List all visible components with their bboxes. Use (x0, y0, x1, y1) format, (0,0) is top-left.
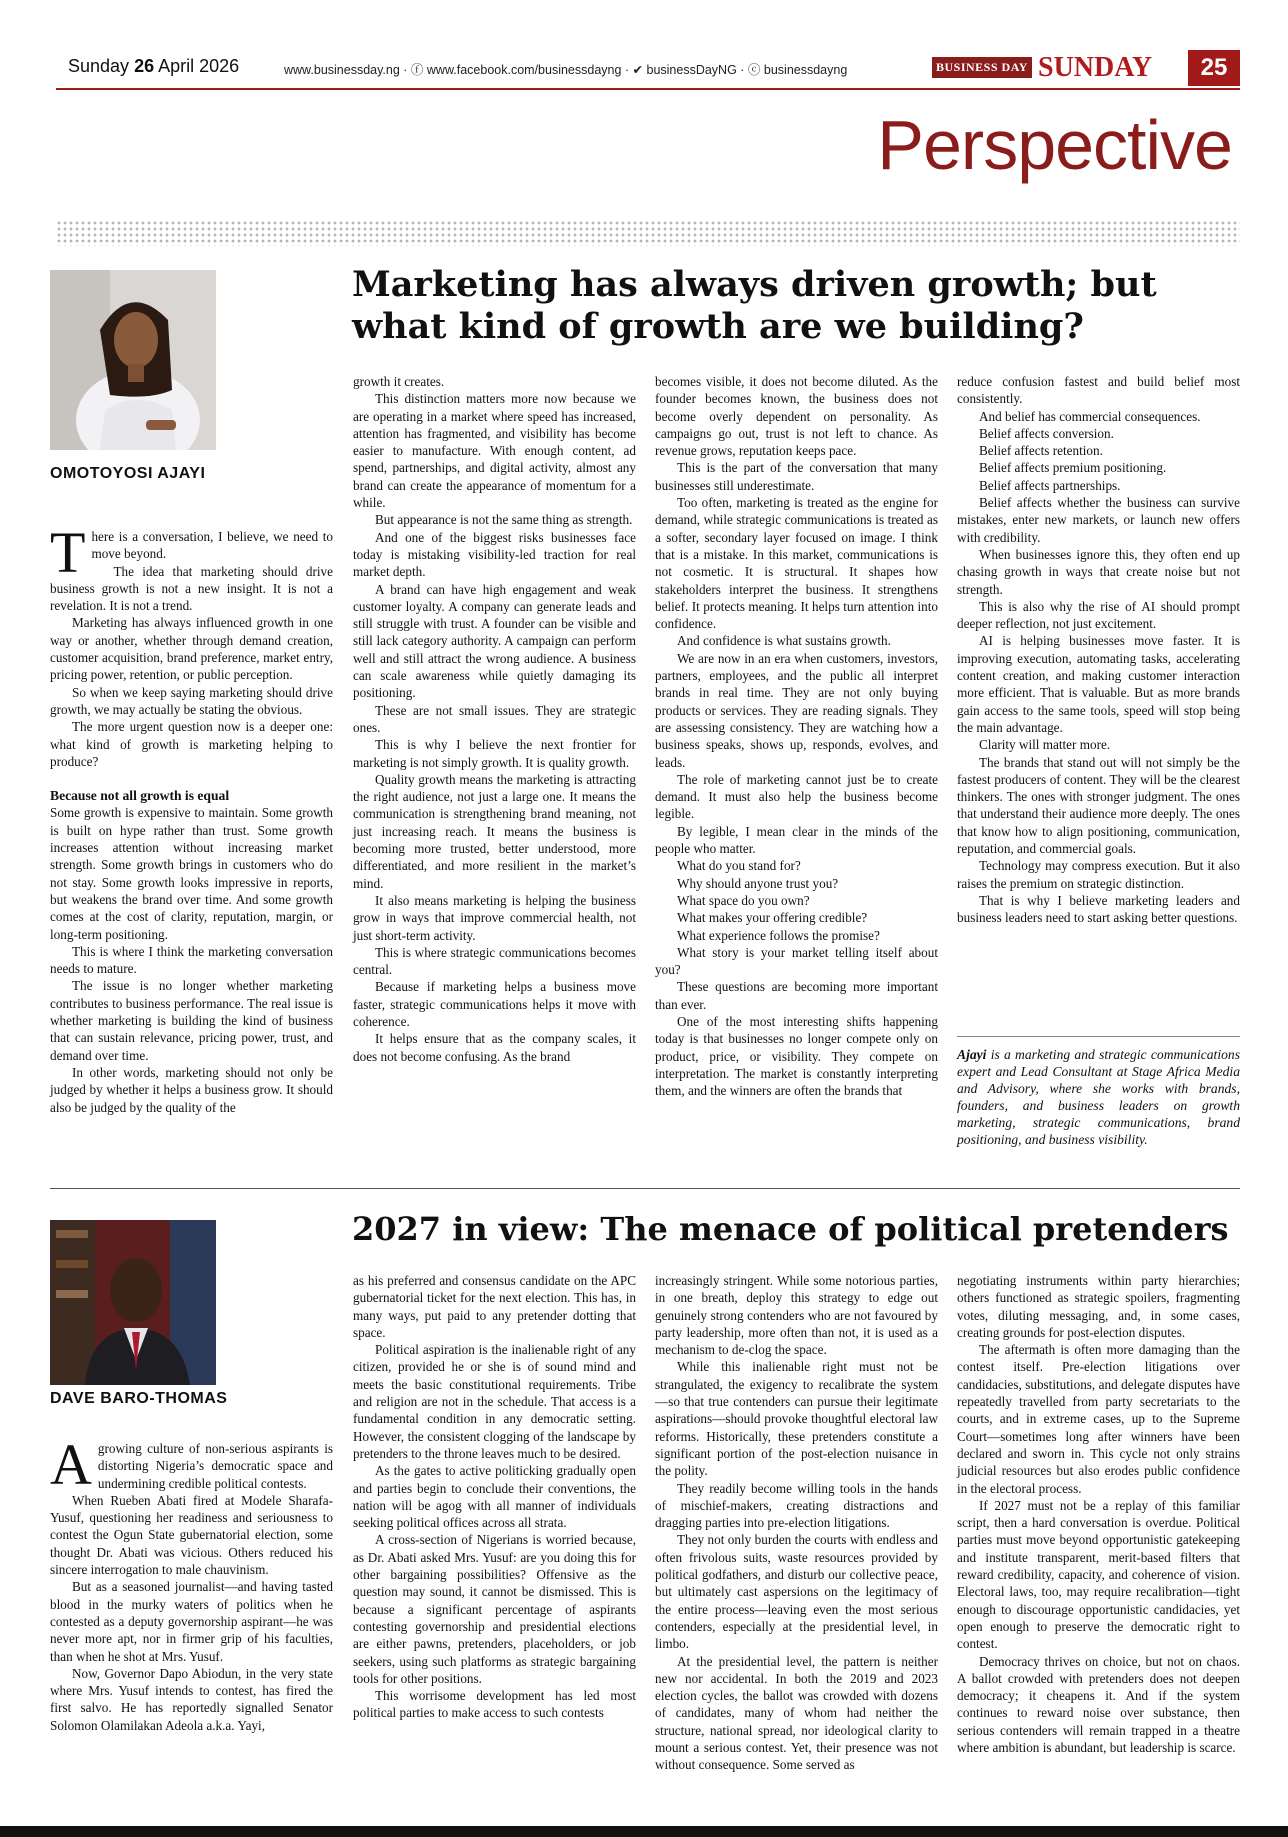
bottom-bar (0, 1826, 1288, 1837)
article1-column-2: growth it creates. This distinction matters more now because we are operating in a market where speed has increased, attention has fragmented, and visibility has become easier to manufacture. With enough content, ad spend, partnerships, and digital activity, almost any brand can create the appearance of momentum for a while. But appearance is not the same thing as strength. And one of the biggest risks businesses face today is mistaking visibility-led traction for real market depth. A brand can have high engagement and weak customer loyalty. A company can generate leads and still struggle with trust. A founder can be visible and still lack category authority. A campaign can perform well and still attract the wrong audience. A business can scale awareness while quietly damaging its positioning. These are not small issues. They are strategic ones. This is why I believe the next frontier for marketing is not simply growth. It is quality growth. Quality growth means the marketing is attracting the right audience, not just a large one. It means the communication is strengthening brand meaning, not just increasing reach. It means the business is becoming more trusted, better understood, more differentiated, and more resilient in the market’s mind. It also means marketing is helping the business grow in ways that improve commercial health, not just short-term activity. This is where strategic communications becomes central. Because if marketing helps a business move faster, strategic communications helps it move with coherence. It helps ensure that as the company scales, it does not become confusing. As the brand (353, 374, 636, 1064)
section-title: Perspective (877, 106, 1232, 184)
page-number: 25 (1188, 50, 1240, 86)
article-headline-2: 2027 in view: The menace of political pretenders (352, 1210, 1229, 1248)
article2-column-4: negotiating instruments within party hierarchies; others functioned as strategic spoilers, fragmenting votes, diluting messaging, and, in some cases, creating grounds for post-election disputes. The aftermath is often more damaging than the contest itself. Pre-election litigations over candidacies, substitutions, and delegate disputes have repeatedly travelled from party secretariats to the courts, and in extreme cases, up to the Supreme Court—sometimes long after winners have been declared and sworn in. This cycle not only strains judicial resources but also erodes public confidence in the electoral process. If 2027 must not be a replay of this familiar script, then a hard conversation is overdue. Political parties must move beyond opportunistic gatekeeping and institute transparent, merit-based filters that reward credibility, capacity, and coherence of vision. Electoral laws, too, may require recalibration—tight enough to discourage opportunistic candidacies, yet open enough to preserve the democratic right to contest. Democracy thrives on choice, but not on chaos. A ballot crowded with pretenders does not deepen democracy; it cheapens it. And if the system continues to reward noise over substance, then serious contenders will remain trapped in a theatre where ambition is abundant, but leadership is scarce. (957, 1273, 1240, 1756)
article2-column-3: increasingly stringent. While some notorious parties, in one breath, deploy this strategy to edge out genuinely strong contenders who are not favoured by party leadership, more often than not, it is used as a mechanism to de-clog the space. While this inalienable right must not be strangulated, the exigency to recalibrate the system—so that true contenders can pursue their legitimate aspirations—should provoke thoughtful electoral law reforms. Historically, these pretenders constitute a significant portion of the post-election nuisance in the polity. They readily become willing tools in the hands of mischief-makers, creating distractions and dragging parties into pre-election litigations. They not only burden the courts with endless and often frivolous suits, waste resources provided by political godfathers, and disturb our collective peace, but ultimately cast aspersions on the legitimacy of the entire process—leaving even the most serious contenders, especially at the presidential level, in limbo. At the presidential level, the pattern is neither new nor accidental. In both the 2019 and 2023 election cycles, the ballot was crowded with dozens of candidates, many of whom had neither the structure, national spread, nor ideological clarity to mount a serious contest. Yet, their presence was not without consequence. Some served as (655, 1273, 938, 1773)
article-headline: Marketing has always driven growth; but what kind of growth are we building? (352, 264, 1157, 347)
businessday-logo: BUSINESS DAY (932, 57, 1032, 78)
author-name: OMOTOYOSI AJAYI (50, 465, 206, 482)
subheading: Because not all growth is equal (50, 788, 230, 804)
dotted-divider (56, 220, 1240, 246)
article1-column-3: becomes visible, it does not become diluted. As the founder becomes known, the business does not become overly dependent on personality. As campaigns go out, trust is not left to chance. As revenue grows, reputation keeps pace. This is the part of the conversation that many businesses still underestimate. Too often, marketing is treated as the engine for demand, while strategic communications is treated as a softer, secondary layer focused on image. I think that is a mistake. In this market, communications is not cosmetic. It is structural. It shapes how stakeholders interpret the business. It strengthens belief. It protects meaning. It helps turn attention into confidence. And confidence is what sustains growth. We are now in an era when customers, investors, partners, employees, and the public all interpret brands in real time. They are not only buying products or services. They are reading signals. They are assessing consistency. They are watching how a business speaks, shows up, responds, evolves, and leads. The role of marketing cannot just be to create demand. It must also help the business become legible. By legible, I mean clear in the minds of the people who matter. What do you stand for? Why should anyone trust you? What space do you own? What makes your offering credible? What experience follows the promise? What story is your market telling itself about you? These questions are becoming more important than ever. One of the most interesting shifts happening today is that businesses no longer compete only on product, price, or visibility. They compete on interpretation. The market is constantly interpreting them, and the winners are often the brands that (655, 374, 938, 1099)
author-photo-baro-thomas (50, 1220, 216, 1385)
article1-column-1: T here is a conversation, I believe, we need to move beyond. The idea that marketing should drive business growth is not a new insight. It is not a revelation. It is not a trend. Marketing has always influenced growth in one way or another, whether through demand creation, customer acquisition, brand preference, market entry, pricing power, retention, or public perception. So when we keep saying marketing should drive growth, we may actually be stating the obvious. The more urgent question now is a deeper one: what kind of growth is marketing helping to produce? Because not all growth is equal Some growth is expensive to maintain. Some growth is built on hype rather than trust. Some growth increases attention without increasing market strength. Some growth brings in customers who do not stay. Some growth looks impressive in reports, but weakens the brand over time. And some growth comes at the cost of clarity, reputation, margin, or long-term positioning. This is where I think the marketing conversation needs to mature. The issue is no longer whether marketing contributes to business performance. The real issue is whether marketing is building the kind of business that can sustain relevance, pricing power, trust, and demand over time. In other words, marketing should not only be judged by whether it helps a business grow. It should also be judged by the quality of the (50, 520, 333, 1115)
author-name-2: DAVE BARO-THOMAS (50, 1390, 228, 1407)
sunday-logo: SUNDAY (1038, 52, 1153, 83)
article1-column-4: reduce confusion fastest and build belief most consistently. And belief has commercial consequences. Belief affects conversion. Belief affects retention. Belief affects premium positioning. Belief affects partnerships. Belief affects whether the business can survive mistakes, enter new markets, or launch new offers with credibility. When businesses ignore this, they often end up chasing growth in ways that create noise but not strength. This is also why the rise of AI should prompt deeper reflection, not just excitement. AI is helping businesses move faster. It is improving execution, automating tasks, accelerating content creation, and making customer interaction more efficient. That is valuable. But as more brands gain access to the same tools, speed will stop being the main advantage. Clarity will matter more. The brands that stand out will not simply be the fastest producers of content. They will be the clearest thinkers. The ones with stronger judgment. The ones that understand their audience more deeply. The ones that know how to align positioning, communication, reputation, and commercial goals. Technology may compress execution. But it also raises the premium on strategic distinction. That is why I believe marketing leaders and business leaders need to start asking better questions. (957, 374, 1240, 926)
drop-cap: T (50, 520, 86, 585)
author-photo-ajayi (50, 270, 216, 450)
article-divider (50, 1188, 1240, 1189)
bio-rule (957, 1036, 1240, 1037)
social-links[interactable]: www.businessday.ng · ⓕ www.facebook.com/businessdayng · ✔ businessDayNG · ⓒ businessdayng (284, 63, 848, 77)
issue-date: Sunday 26 April 2026 (68, 56, 240, 76)
drop-cap-2: A (50, 1432, 92, 1497)
article2-column-1: A growing culture of non-serious aspirants is distorting Nigeria’s democratic space and undermining credible political contests. When Rueben Abati fired at Modele Sharafa-Yusuf, questioning her readiness and seriousness to contest the Ogun State gubernatorial election, some thought Dr. Abati was vicious. Others reduced his sincere interrogation to male chauvinism. But as a seasoned journalist—and having tasted blood in the murky waters of politics when he contested as a deputy governorship aspirant—he was never more apt, nor in firmer grip of his faculties, than when he shot at Mrs. Yusuf. Now, Governor Dapo Abiodun, in the very state where Mrs. Yusuf intends to contest, has fired the first salvo. He has reportedly signalled Senator Solomon Olamilakan Adeola a.k.a. Yayi, (50, 1432, 333, 1733)
author-bio: Ajayi is a marketing and strategic communications expert and Lead Consultant at Stage Africa Media and Advisory, where she works with brands, founders, and business leaders on growth marketing, strategic communications, brand positioning, and business visibility. (957, 1047, 1240, 1147)
page-header (68, 52, 1240, 86)
article2-column-2: as his preferred and consensus candidate on the APC gubernatorial ticket for the next election. This has, in many ways, put paid to any pretender dotting that space. Political aspiration is the inalienable right of any citizen, provided he or she is of sound mind and meets the basic constitutional requirements. Tribe and religion are not in the schedule. That access is a fundamental condition in any democratic setting. However, the consistent clogging of the landscape by pretenders to the throne leaves much to be desired. As the gates to active politicking gradually open and parties begin to conclude their conventions, the nation will be agog with all manner of individuals seeking political offices across all strata. A cross-section of Nigerians is worried because, as Dr. Abati asked Mrs. Yusuf: are you doing this for other bargaining possibilities? Offensive as the question may sound, it cannot be dismissed. This is because a significant percentage of aspirants contesting governorship and presidential elections are either pawns, pretenders, placeholders, or job seekers, using such platforms as strategic bargaining tools for other positions. This worrisome development has led most political parties to make access to such contests (353, 1273, 636, 1721)
header-rule (56, 88, 1240, 90)
